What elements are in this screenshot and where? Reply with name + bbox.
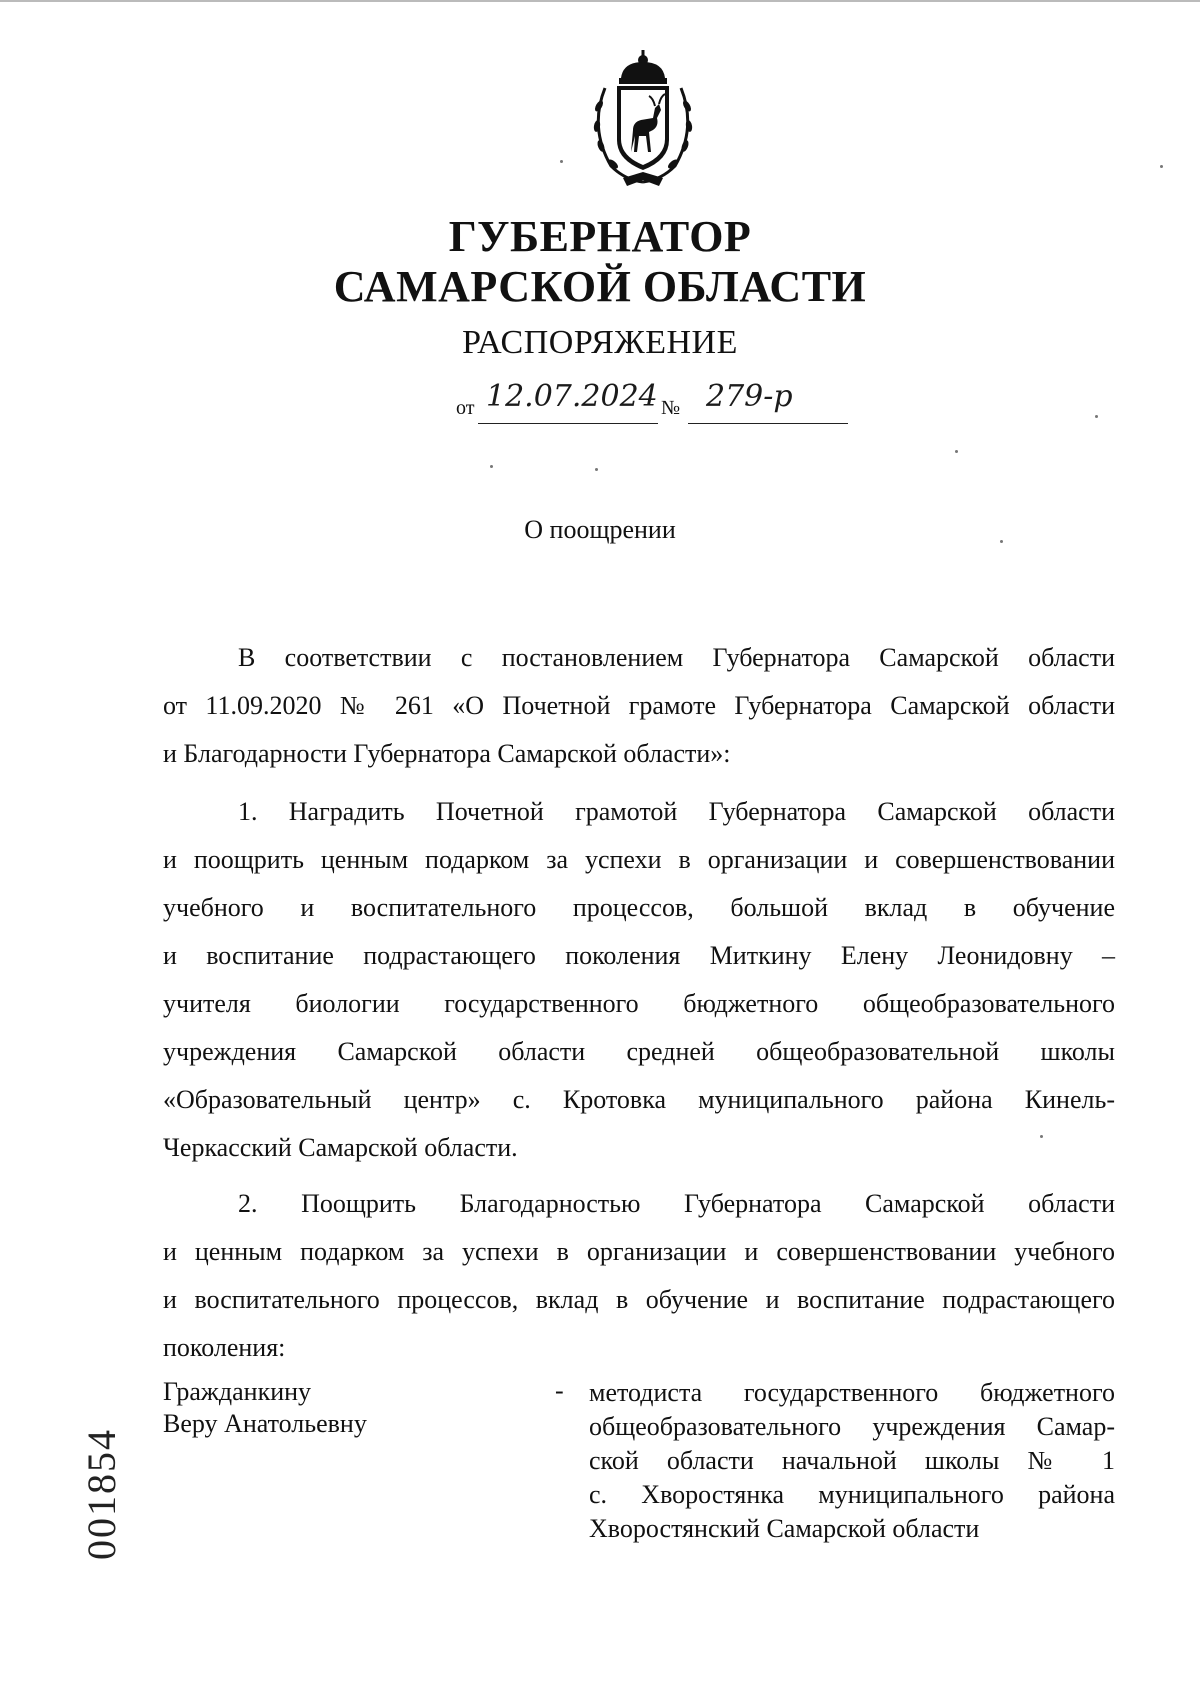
scan-speck (1040, 1135, 1043, 1138)
scan-speck (1160, 165, 1163, 168)
text-line: «Образовательный центр» с. Кротовка муниципального района Кинель- (163, 1085, 1115, 1114)
side-serial-number: 001854 (79, 1428, 124, 1560)
item-1-paragraph (163, 788, 1115, 1172)
text-line: и воспитательного процессов, вклад в обучение и воспитание подрастающего (163, 1285, 1115, 1314)
scan-speck (595, 468, 598, 471)
text-line: 1. Наградить Почетной грамотой Губернатора Самарской области (238, 797, 1115, 826)
scan-speck (560, 160, 563, 163)
number-underline (688, 423, 848, 424)
samara-coat-of-arms-icon (583, 48, 703, 190)
awardee-dash: - (555, 1376, 564, 1405)
handwritten-date: 12.07.2024 (486, 379, 658, 414)
text-line: Хворостянский Самарской области (589, 1514, 980, 1543)
text-line: В соответствии с постановлением Губернатора Самарской области (238, 643, 1115, 672)
text-line: 2. Поощрить Благодарностью Губернатора Самарской области (238, 1189, 1115, 1218)
text-line: поколения: (163, 1333, 286, 1362)
scan-speck (1000, 540, 1003, 543)
text-line: методиста государственного бюджетного (589, 1378, 1115, 1407)
item-2-paragraph (163, 1180, 1115, 1372)
preamble-paragraph (163, 634, 1115, 778)
number-label: № (661, 397, 681, 419)
text-line: с. Хворостянка муниципального района (589, 1480, 1115, 1509)
awardee-name (163, 1376, 367, 1440)
text-line: от 11.09.2020 № 261 «О Почетной грамоте Губернатора Самарской области (163, 691, 1115, 720)
text-line: и воспитание подрастающего поколения Миткину Елену Леонидовну – (163, 941, 1115, 970)
handwritten-number: 279-р (706, 379, 793, 414)
text-line: общеобразовательного учреждения Самар- (589, 1412, 1115, 1441)
document-type: РАСПОРЯЖЕНИЕ (462, 324, 738, 361)
scan-edge (0, 0, 1200, 2)
text-line: учителя биологии государственного бюджетного общеобразовательного (163, 989, 1115, 1018)
text-line: Черкасский Самарской области. (163, 1133, 518, 1162)
text-line: учебного и воспитательного процессов, большой вклад в обучение (163, 893, 1115, 922)
awardee-position (589, 1376, 1115, 1546)
text-line: и ценным подарком за успехи в организации и совершенствовании учебного (163, 1237, 1115, 1266)
text-line: ской области начальной школы № 1 (589, 1446, 1115, 1475)
text-line: и поощрить ценным подарком за успехи в организации и совершенствовании (163, 845, 1115, 874)
issuer-title-line1: ГУБЕРНАТОР (448, 212, 752, 261)
document-subject: О поощрении (524, 515, 676, 544)
text-line: и Благодарности Губернатора Самарской области»: (163, 739, 731, 768)
date-underline (478, 423, 658, 424)
issuer-title-line2: САМАРСКОЙ ОБЛАСТИ (333, 262, 867, 311)
scan-speck (1095, 415, 1098, 418)
scan-speck (955, 450, 958, 453)
text-line: учреждения Самарской области средней общеобразовательной школы (163, 1037, 1115, 1066)
awardee-given-names: Веру Анатольевну (163, 1409, 367, 1438)
from-label: от (456, 397, 475, 419)
scan-speck (490, 465, 493, 468)
date-number-line (456, 379, 856, 425)
awardee-surname: Гражданкину (163, 1377, 312, 1406)
